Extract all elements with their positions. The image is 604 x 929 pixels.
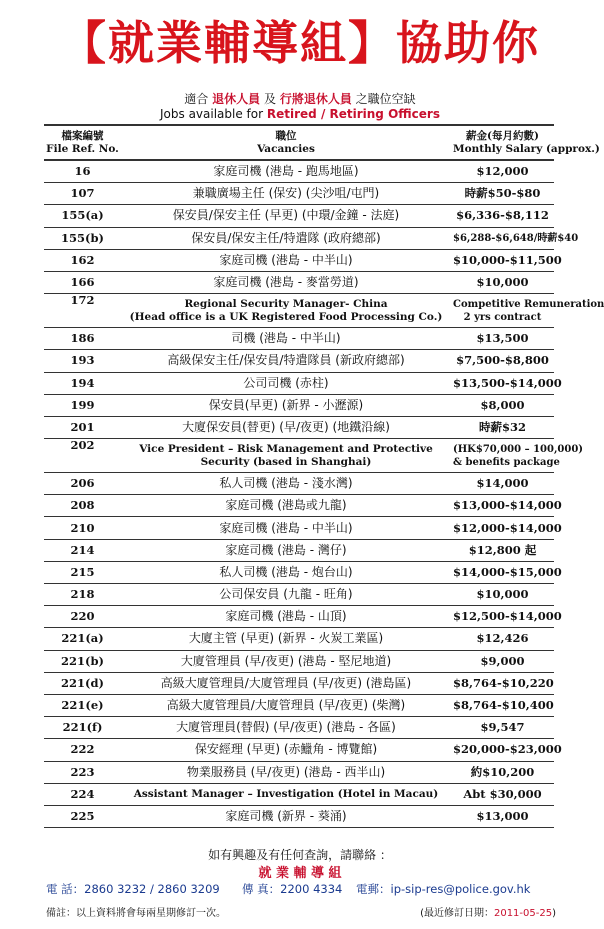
footer-revision-close: ) (552, 908, 556, 919)
contact-prompt: 如有興趣及有任何查詢，請聯絡 ： (208, 848, 392, 862)
table-row (44, 628, 554, 650)
header-file-ref-en: File Ref. No. (46, 142, 119, 155)
vacancy-cell: 公司保安員 (九龍 - 旺角) (121, 584, 451, 606)
table-row (44, 227, 554, 249)
file-ref-cell: 223 (44, 761, 121, 783)
vacancy-cell: 保安員/保安主任/特遣隊 (政府總部) (121, 227, 451, 249)
salary-cell: $8,764-$10,220 (451, 672, 554, 694)
vacancy-table (44, 124, 604, 828)
header-salary-en: Monthly Salary (approx.) (453, 142, 600, 155)
table-row (44, 205, 554, 227)
vacancy-line-1: Vice President – Risk Management and Protective (139, 442, 433, 455)
table-row (44, 584, 554, 606)
vacancy-cell: 家庭司機 (港島 - 麥當勞道) (121, 271, 451, 293)
file-ref-cell: 215 (44, 561, 121, 583)
vacancy-cell: 大廈管理員 (早/夜更) (港島 - 堅尼地道) (121, 650, 451, 672)
contact-email[interactable]: 電郵：ip-sip-res@police.gov.hk (356, 882, 531, 896)
table-row (44, 717, 554, 739)
contact-phone: 電 話：2860 3232 / 2860 3209 (46, 882, 220, 896)
file-ref-cell: 199 (44, 394, 121, 416)
file-ref-cell: 172 (44, 294, 121, 328)
header-vacancies-en: Vacancies (257, 142, 315, 155)
salary-line-1: (HK$70,000 – 100,000) (453, 443, 584, 455)
vacancy-cell: 高級大廈管理員/大廈管理員 (早/夜更) (柴灣) (121, 694, 451, 716)
file-ref-cell: 210 (44, 517, 121, 539)
table-header-row (44, 125, 554, 160)
file-ref-cell: 202 (44, 439, 121, 473)
vacancy-cell: 家庭司機 (港島 - 跑馬地區) (121, 160, 451, 183)
table-row (44, 249, 554, 271)
file-ref-cell: 208 (44, 495, 121, 517)
file-ref-cell: 222 (44, 739, 121, 761)
vacancy-cell: 家庭司機 (港島 - 灣仔) (121, 539, 451, 561)
salary-cell (451, 294, 604, 328)
file-ref-cell: 221(a) (44, 628, 121, 650)
subtitle-cn-post: 之職位空缺 (355, 92, 416, 106)
file-ref-cell: 193 (44, 350, 121, 372)
table-row (44, 694, 554, 716)
contact-fax: 傳 真：2200 4334 (242, 882, 343, 896)
table-row (44, 160, 554, 183)
vacancy-cell: 保安員(早更) (新界 - 小瀝源) (121, 394, 451, 416)
subtitle-en-pre: Jobs available for (160, 107, 264, 121)
salary-cell: $12,000-$14,000 (451, 517, 554, 539)
table-row (44, 416, 554, 438)
subtitle-cn-retired: 退休人員 (212, 92, 261, 106)
salary-cell: $13,500 (451, 328, 554, 350)
table-row (44, 561, 554, 583)
footer-revision-date: 2011-05-25 (493, 908, 553, 919)
vacancy-cell: 大廈保安員(替更) (早/夜更) (地鐵沿線) (121, 416, 451, 438)
file-ref-cell: 201 (44, 416, 121, 438)
salary-cell: $10,000 (451, 271, 554, 293)
table-row (44, 439, 554, 473)
file-ref-cell: 225 (44, 805, 121, 827)
file-ref-cell: 166 (44, 271, 121, 293)
salary-cell: $12,500-$14,000 (451, 606, 554, 628)
vacancy-line-2: Security (based in Shanghai) (200, 455, 372, 468)
vacancy-cell: 家庭司機 (新界 - 葵涌) (121, 805, 451, 827)
file-ref-cell: 221(b) (44, 650, 121, 672)
table-row (44, 372, 554, 394)
vacancy-cell: 大廈主管 (早更) (新界 - 火炭工業區) (121, 628, 451, 650)
header-vacancies (121, 125, 451, 160)
vacancy-cell: 公司司機 (赤柱) (121, 372, 451, 394)
vacancy-cell: 司機 (港島 - 中半山) (121, 328, 451, 350)
salary-cell: $10,000 (451, 584, 554, 606)
salary-line-2: 2 yrs contract (463, 311, 542, 323)
table-row (44, 394, 554, 416)
salary-cell: $6,336-$8,112 (451, 205, 554, 227)
contact-unit-name: 就 業 輔 導 組 (258, 866, 342, 881)
vacancy-cell: Assistant Manager – Investigation (Hotel in Macau) (121, 783, 451, 805)
table-row (44, 328, 554, 350)
table-row (44, 761, 554, 783)
file-ref-cell: 194 (44, 372, 121, 394)
header-file-ref-cn: 檔案編號 (61, 129, 104, 142)
table-row (44, 350, 554, 372)
table-row (44, 271, 554, 293)
salary-line-2: & benefits package (453, 456, 560, 468)
file-ref-cell: 221(f) (44, 717, 121, 739)
table-row (44, 805, 554, 827)
file-ref-cell: 186 (44, 328, 121, 350)
header-file-ref (44, 125, 121, 160)
table-row (44, 183, 554, 205)
vacancy-cell: 大廈管理員(替假) (早/夜更) (港島 - 各區) (121, 717, 451, 739)
vacancy-line-2: (Head office is a UK Registered Food Processing Co.) (129, 310, 443, 323)
salary-cell: $20,000-$23,000 (451, 739, 554, 761)
salary-cell: $13,000 (451, 805, 554, 827)
subtitle-en-highlight: Retired / Retiring Officers (266, 107, 440, 121)
vacancy-cell: 保安員/保安主任 (早更) (中環/金鐘 - 法庭) (121, 205, 451, 227)
file-ref-cell: 155(b) (44, 227, 121, 249)
footer-revision (420, 904, 556, 919)
subtitle-chinese (0, 91, 600, 107)
file-ref-cell: 221(e) (44, 694, 121, 716)
vacancy-cell: 家庭司機 (港島或九龍) (121, 495, 451, 517)
salary-cell: $12,426 (451, 628, 554, 650)
salary-line-1: Competitive Remuneration (453, 298, 604, 310)
table-row (44, 606, 554, 628)
salary-cell: $12,800 起 (451, 539, 554, 561)
page-title: 【就業輔導組】協助你 (60, 16, 540, 70)
table-row (44, 783, 554, 805)
salary-cell: 約$10,200 (451, 761, 554, 783)
salary-cell: $9,547 (451, 717, 554, 739)
file-ref-cell: 162 (44, 249, 121, 271)
vacancy-cell: 私人司機 (港島 - 淺水灣) (121, 473, 451, 495)
file-ref-cell: 218 (44, 584, 121, 606)
salary-cell: $9,000 (451, 650, 554, 672)
table-row (44, 650, 554, 672)
salary-cell: $8,000 (451, 394, 554, 416)
salary-cell: $6,288-$6,648/時薪$40 (451, 227, 554, 249)
file-ref-cell: 155(a) (44, 205, 121, 227)
vacancy-cell: 兼職廣場主任 (保安) (尖沙咀/屯門) (121, 183, 451, 205)
vacancy-cell: 私人司機 (港島 - 炮台山) (121, 561, 451, 583)
table-row (44, 294, 554, 328)
salary-cell: $12,000 (451, 160, 554, 183)
vacancy-cell: 家庭司機 (港島 - 中半山) (121, 249, 451, 271)
table-row (44, 517, 554, 539)
salary-cell (451, 439, 584, 473)
file-ref-cell: 206 (44, 473, 121, 495)
file-ref-cell: 107 (44, 183, 121, 205)
file-ref-cell: 221(d) (44, 672, 121, 694)
file-ref-cell: 214 (44, 539, 121, 561)
salary-cell: $13,500-$14,000 (451, 372, 554, 394)
footer-note: 備註：以上資料將會每兩星期修訂一次。 (46, 908, 226, 919)
table-row (44, 739, 554, 761)
table-row (44, 473, 554, 495)
header-vacancies-cn: 職位 (275, 129, 297, 142)
subtitle-cn-mid: 及 (263, 92, 276, 106)
subtitle-cn-retiring: 行將退休人員 (279, 92, 352, 106)
vacancy-cell: 高級保安主任/保安員/特遣隊員 (新政府總部) (121, 350, 451, 372)
vacancy-cell: 家庭司機 (港島 - 山頂) (121, 606, 451, 628)
table-row (44, 539, 554, 561)
table-row (44, 495, 554, 517)
salary-cell: $14,000 (451, 473, 554, 495)
salary-cell: 時薪$50-$80 (451, 183, 554, 205)
salary-cell: Abt $30,000 (451, 783, 554, 805)
vacancy-cell (121, 294, 451, 328)
vacancy-cell (121, 439, 451, 473)
salary-cell: $8,764-$10,400 (451, 694, 554, 716)
file-ref-cell: 16 (44, 160, 121, 183)
table-row (44, 672, 554, 694)
header-salary (451, 125, 600, 160)
salary-cell: $10,000-$11,500 (451, 249, 554, 271)
vacancy-table-body (44, 160, 604, 828)
vacancy-cell: 高級大廈管理員/大廈管理員 (早/夜更) (港島區) (121, 672, 451, 694)
vacancy-cell: 家庭司機 (港島 - 中半山) (121, 517, 451, 539)
vacancy-line-1: Regional Security Manager- China (184, 297, 388, 310)
vacancy-cell: 物業服務員 (早/夜更) (港島 - 西半山) (121, 761, 451, 783)
vacancy-cell: 保安經理 (早更) (赤鱲角 - 博覽館) (121, 739, 451, 761)
file-ref-cell: 220 (44, 606, 121, 628)
salary-cell: 時薪$32 (451, 416, 554, 438)
subtitle-cn-pre: 適合 (184, 92, 209, 106)
header-salary-cn: 薪金(每月約數) (466, 129, 539, 142)
salary-cell: $7,500-$8,800 (451, 350, 554, 372)
file-ref-cell: 224 (44, 783, 121, 805)
salary-cell: $13,000-$14,000 (451, 495, 554, 517)
salary-cell: $14,000-$15,000 (451, 561, 554, 583)
footer-revision-label: (最近修訂日期： (420, 908, 494, 919)
subtitle-english (0, 107, 600, 122)
